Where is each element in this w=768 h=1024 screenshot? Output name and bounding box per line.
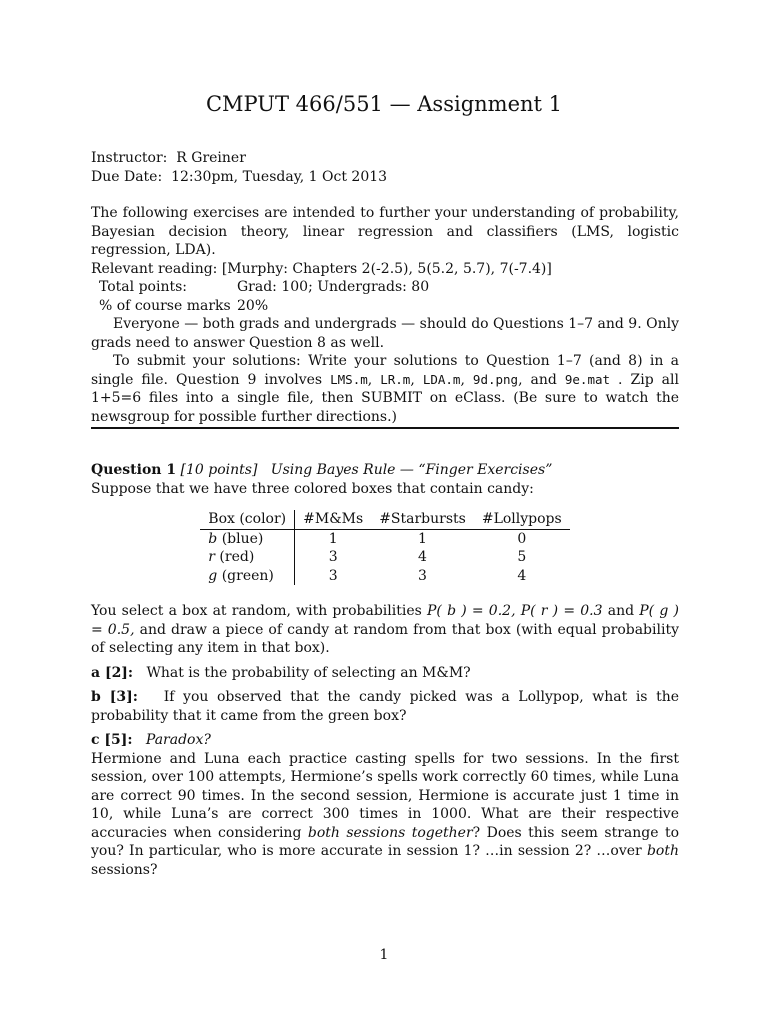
table-cell: 1 — [328, 530, 338, 547]
table-header-cell: Box (color) — [200, 510, 294, 529]
part-c — [91, 731, 679, 750]
marks-value: 20% — [237, 297, 269, 314]
reading-line: Relevant reading: [Murphy: Chapters 2(-2.5), 5(5.2, 5.7), 7(-7.4)] — [91, 260, 552, 277]
submit-paragraph — [91, 352, 679, 426]
header-meta — [91, 149, 679, 186]
part-c-label: c [5]: — [91, 732, 133, 748]
marks-label: % of course marks — [99, 297, 231, 314]
page-title: CMPUT 466/551 — Assignment 1 — [205, 92, 563, 116]
due-label: Due Date: — [91, 168, 163, 185]
table-header-cell: #Starbursts — [371, 510, 474, 529]
intro-paragraph: The following exercises are intended to further your understanding of probability, Bayesian decision theory, linear regression and classifiers (LMS, logistic regression, LDA). — [91, 205, 679, 258]
question-label: Question 1 — [91, 462, 177, 478]
table-cell: 4 — [517, 567, 527, 584]
instructor-line — [91, 149, 679, 168]
table-cell: 5 — [517, 549, 527, 565]
separator: , — [460, 371, 473, 388]
table-cell-box — [200, 548, 294, 567]
due-date: 12:30pm, Tuesday, 1 Oct 2013 — [171, 168, 388, 185]
section-divider — [91, 427, 679, 429]
table-row — [200, 529, 569, 548]
file-lda: LDA.m — [422, 371, 461, 387]
table-cell-box — [200, 567, 294, 586]
table-header-row — [200, 510, 569, 529]
page-number: 1 — [379, 947, 389, 963]
part-b-text: If you observed that the candy picked was a Lollypop, what is the probability that it came from the green box? — [91, 689, 679, 724]
instructor-name: R Greiner — [176, 150, 246, 166]
box-variable: b — [208, 530, 218, 547]
separator: , and — [518, 371, 565, 388]
table-cell: 0 — [517, 530, 527, 547]
instructor-label: Instructor: — [91, 150, 168, 166]
part-a-text: What is the probability of selecting an M&M? — [146, 664, 471, 681]
file-lms: LMS.m — [330, 371, 368, 387]
points-label: Total points: — [99, 279, 187, 295]
points-value: Grad: 100; Undergrads: 80 — [237, 279, 430, 295]
part-a-label: a [2]: — [91, 664, 134, 681]
submit-text-b: . Zip all 1+5=6 files into a single file, then SUBMIT on eClass. (Be sure to watch the newsgroup for possible further directions.) — [91, 371, 679, 425]
part-b-label: b [3]: — [91, 689, 138, 705]
part-c-title: Paradox? — [145, 732, 211, 748]
table-cell-box — [200, 529, 294, 548]
question-1-body — [91, 602, 679, 879]
file-mat: 9e.mat — [564, 371, 611, 387]
box-color: (green) — [217, 567, 274, 584]
table-header-cell: #Lollypops — [474, 510, 570, 529]
points-line — [91, 278, 679, 297]
part-a — [91, 664, 679, 683]
table-row — [200, 548, 569, 567]
table-cell: 1 — [418, 530, 427, 547]
prob-red: P( r ) = 0.3 — [520, 603, 603, 619]
part-c-text-a: Hermione and Luna each practice casting spells for two sessions. In the first session, over 100 attempts, Hermione’s spells work correctly 60 times, while Luna are correct 90 times. In the second session, Hermione is accurate just 1 time in 10, while Luna’s are correct 300 times in 1000. What are their respective accuracies when considering — [91, 750, 679, 841]
question-1 — [91, 461, 679, 585]
table-cell: 4 — [418, 549, 427, 565]
box-color: (red) — [214, 549, 255, 565]
table-cell: 3 — [328, 567, 338, 584]
emphasis: both sessions together — [307, 824, 473, 841]
box-variable: g — [208, 567, 218, 584]
candy-table — [200, 510, 569, 585]
table-row — [200, 567, 569, 586]
marks-line — [91, 297, 679, 316]
intro-section — [91, 204, 679, 426]
separator: , — [367, 371, 381, 388]
question-lead: Suppose that we have three colored boxes that contain candy: — [91, 480, 534, 497]
prob-blue: P( b ) = 0.2, — [426, 603, 521, 619]
question-1-heading — [91, 461, 679, 480]
file-png: 9d.png — [472, 371, 519, 387]
box-variable: r — [208, 549, 215, 565]
part-c-paragraph — [91, 750, 679, 880]
selection-paragraph — [91, 602, 679, 658]
everyone-paragraph: Everyone — both grads and undergrads — should do Questions 1–7 and 9. Only grads need to answer Question 8 as well. — [91, 316, 679, 351]
table-header-cell: #M&Ms — [295, 510, 372, 529]
part-c-text-c: sessions? — [91, 861, 158, 878]
box-color: (blue) — [217, 530, 264, 547]
selection-text-a: You select a box at random, with probabilities — [91, 603, 427, 619]
table-cell: 3 — [418, 567, 427, 584]
file-lr: LR.m — [380, 371, 411, 387]
separator: , — [410, 371, 423, 388]
submit-text-a: To submit your solutions: Write your solutions to Question 1–7 (and 8) in a single file. Question 9 involves — [91, 353, 679, 388]
table-cell: 3 — [328, 549, 338, 565]
part-b — [91, 688, 679, 725]
due-date-line — [91, 168, 679, 187]
question-topic: Using Bayes Rule — “Finger Exercises” — [270, 462, 553, 478]
part-c-text-b: ? Does this seem strange to you? In particular, who is more accurate in session 1? …in session 2? …over — [91, 824, 679, 859]
prob-green: P( g ) = 0.5, — [91, 603, 679, 638]
conjunction: and — [602, 603, 640, 619]
emphasis: both — [646, 843, 679, 859]
selection-text-b: and draw a piece of candy at random from that box (with equal probability of selecting any item in that box). — [91, 621, 679, 656]
question-points: [10 points] — [180, 462, 258, 478]
